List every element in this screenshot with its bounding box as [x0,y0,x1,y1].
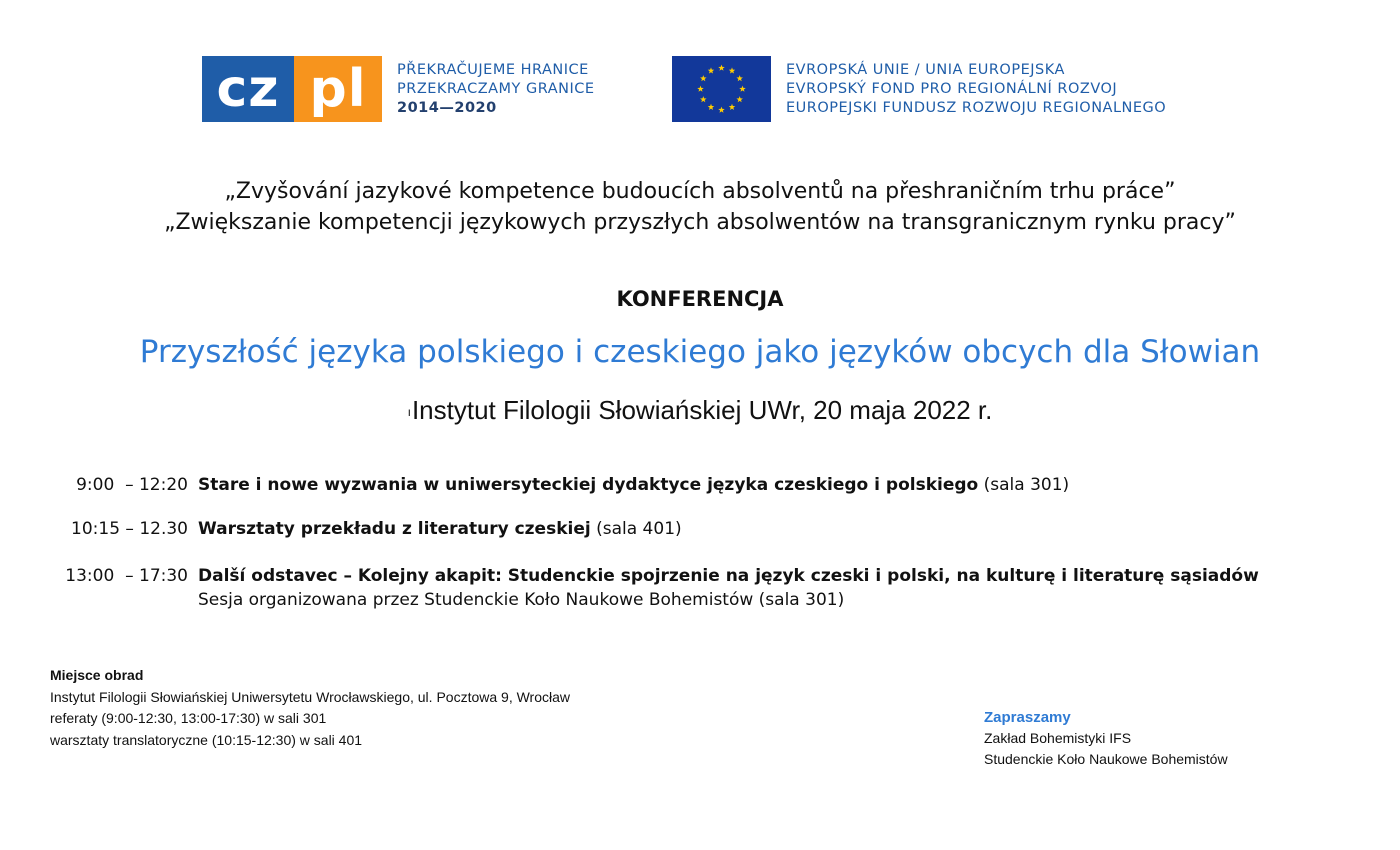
eu-star-icon [700,96,706,102]
czpl-logo-text [397,61,595,118]
schedule-title: Warsztaty przekładu z literatury czeskiej [198,519,591,539]
eu-star-icon [739,86,745,92]
event-venue-date [0,395,1400,426]
eu-logo-line-3: EUROPEJSKI FUNDUSZ ROZWOJU REGIONALNEGO [786,99,1167,116]
eu-logo-line-1: EVROPSKÁ UNIE / UNIA EUROPEJSKA [786,61,1065,78]
project-title-pl: „Zwiększanie kompetencji językowych przyszłych absolwentów na transgranicznym rynku pracy” [164,210,1236,235]
invite-section [984,707,1228,770]
eu-logo-text [786,61,1166,118]
schedule-room: (sala 301) [978,475,1070,495]
eu-star-icon [736,96,742,102]
schedule-room: (sala 401) [590,519,682,539]
project-titles [0,176,1400,238]
place-talks: referaty (9:00-12:30, 13:00-17:30) w sali 301 [50,710,327,726]
czpl-logo-cz-block: cz [202,56,294,122]
schedule-title: Stare i nowe wyzwania w uniwersyteckiej dydaktyce języka czeskiego i polskiego [198,475,979,495]
venue-date-text: Instytut Filologii Słowiańskiej UWr, 20 maja 2022 r. [411,395,993,425]
eu-star-icon [736,75,742,81]
schedule-content [198,564,1259,612]
eu-logo [672,56,1166,122]
place-section [50,665,570,751]
eu-star-icon [708,67,714,73]
event-kind: KONFERENCJA [616,287,784,311]
eu-star-icon [697,86,703,92]
invite-org-2: Studenckie Koło Naukowe Bohemistów [984,751,1228,767]
czpl-logo-years: 2014—2020 [397,99,497,116]
venue-mark: ı [407,405,411,420]
czpl-logo-line-pl: PRZEKRACZAMY GRANICE [397,80,595,97]
schedule-title: Další odstavec – Kolejny akapit: Studenckie spojrzenie na język czeski i polski, na kulturę i literaturę sąsiadów [198,566,1259,586]
project-title-cz: „Zvyšování jazykové kompetence budoucích absolventů na přeshraničním trhu práce” [224,179,1176,204]
place-address: Instytut Filologii Słowiańskiej Uniwersytetu Wrocławskiego, ul. Pocztowa 9, Wrocław [50,688,571,705]
schedule-content [198,517,682,541]
czpl-logo-pl-block: pl [294,56,382,122]
czpl-logo [202,56,595,122]
eu-star-icon [729,104,735,110]
eu-star-icon [729,67,735,73]
eu-logo-line-2: EVROPSKÝ FOND PRO REGIONÁLNÍ ROZVOJ [786,80,1118,97]
invite-org-1: Zakład Bohemistyki IFS [984,730,1132,746]
place-heading: Miejsce obrad [50,667,144,683]
eu-star-icon [718,107,724,113]
schedule-subtitle: Sesja organizowana przez Studenckie Koło Naukowe Bohemistów (sala 301) [198,590,845,610]
place-workshops: warsztaty translatoryczne (10:15-12:30) w sali 401 [50,731,363,748]
schedule-time: 9:00 – 12:20 [76,475,188,495]
event-title: Przyszłość języka polskiego i czeskiego jako języków obcych dla Słowian [139,334,1261,370]
schedule-content [198,473,1069,497]
schedule-time: 13:00 – 17:30 [65,566,188,586]
schedule-time: 10:15 – 12.30 [71,519,188,539]
czpl-logo-line-cz: PŘEKRAČUJEME HRANICE [397,61,589,78]
eu-flag-icon [672,56,771,122]
eu-star-icon [708,104,714,110]
eu-star-icon [718,65,724,71]
invite-heading: Zapraszamy [984,709,1071,726]
eu-star-icon [700,75,706,81]
